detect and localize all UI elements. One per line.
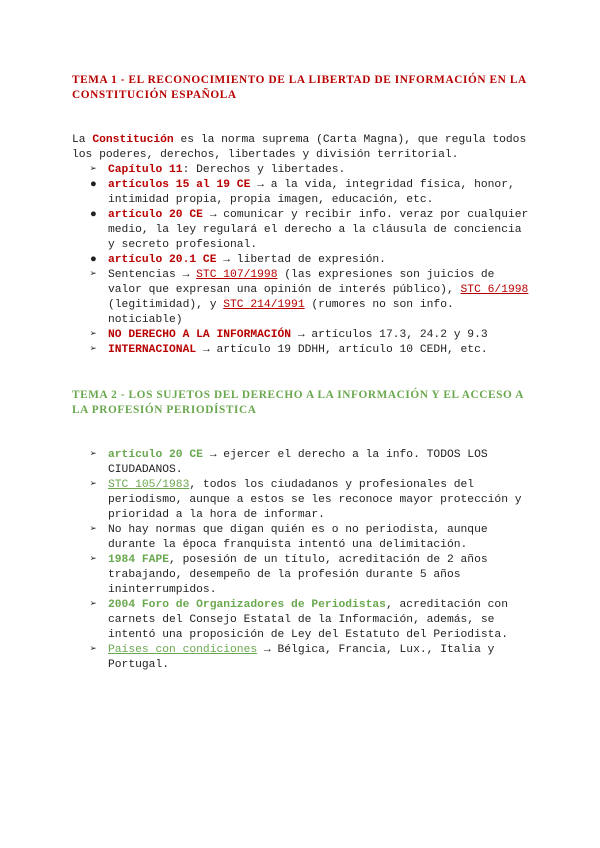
list-item: [72, 448, 534, 478]
list-item: [72, 343, 534, 358]
tema2-heading: TEMA 2 - LOS SUJETOS DEL DERECHO A LA INFORMACIÓN Y EL ACCESO A LA PROFESIÓN PERIODÍSTICA: [72, 389, 524, 416]
body-text: Sentencias →: [108, 269, 197, 281]
body-text: → ejercer el derecho a la info. TODOS LOS CIUDADANOS.: [108, 449, 488, 476]
body-text: es la norma suprema (Carta Magna), que regula todos los poderes, derechos, libertades y división territorial.: [72, 134, 527, 161]
arrow-bullet-icon: ➢: [90, 449, 97, 461]
emphasis-text: artículo 20.1 CE: [108, 254, 217, 266]
arrow-bullet-icon: ➢: [90, 524, 97, 536]
list-item: [72, 253, 534, 268]
list-item: [72, 178, 534, 208]
body-text: → Bélgica, Francia, Lux., Italia y Portugal.: [108, 644, 495, 671]
body-text: (las expresiones son juicios de valor que expresan una opinión de interés público),: [108, 269, 495, 296]
emphasis-text: 2004 Foro de Organizadores de Periodistas: [108, 599, 386, 611]
citation-link[interactable]: STC 214/1991: [223, 299, 305, 311]
citation-link[interactable]: STC 107/1998: [196, 269, 278, 281]
body-text: , posesión de un título, acreditación de 2 años trabajando, desempeño de la profesión durante 5 años ininterrumpidos.: [108, 554, 488, 596]
citation-link[interactable]: Países con condiciones: [108, 644, 258, 656]
arrow-bullet-icon: ➢: [90, 599, 97, 611]
body-text: , todos los ciudadanos y profesionales del periodismo, aunque a estos se les reconoce mayor protección y prioridad a la hora de informar.: [108, 479, 522, 521]
emphasis-text: NO DERECHO A LA INFORMACIÓN: [108, 329, 292, 341]
bullet-icon: ●: [90, 179, 97, 191]
bullet-icon: ●: [90, 254, 97, 266]
citation-link[interactable]: STC 105/1983: [108, 479, 190, 491]
emphasis-text: Constitución: [92, 134, 174, 146]
document-page: [72, 73, 534, 673]
arrow-bullet-icon: ➢: [90, 554, 97, 566]
tema1-heading: TEMA 1 - EL RECONOCIMIENTO DE LA LIBERTAD DE INFORMACIÓN EN LA CONSTITUCIÓN ESPAÑOLA: [72, 74, 527, 101]
list-item: [72, 268, 534, 328]
body-text: , acreditación con carnets del Consejo Estatal de la Información, además, se intentó una proposición de Ley del Estatuto del Periodista.: [108, 599, 508, 641]
body-text: → libertad de expresión.: [216, 254, 386, 266]
arrow-bullet-icon: ➢: [90, 479, 97, 491]
body-text: → artículos 17.3, 24.2 y 9.3: [291, 329, 488, 341]
emphasis-text: 1984 FAPE: [108, 554, 170, 566]
body-text: (legitimidad), y: [108, 299, 224, 311]
emphasis-text: artículo 20 CE: [108, 449, 203, 461]
arrow-bullet-icon: ➢: [90, 269, 97, 281]
arrow-bullet-icon: ➢: [90, 644, 97, 656]
body-text: → a la vida, integridad física, honor, intimidad propia, propia imagen, educación, etc.: [108, 179, 515, 206]
tema1-intro: [72, 133, 534, 163]
list-item: [72, 208, 534, 253]
list-item: [72, 643, 534, 673]
emphasis-text: INTERNACIONAL: [108, 344, 197, 356]
bullet-icon: ●: [90, 209, 97, 221]
emphasis-text: Capítulo 11: [108, 164, 183, 176]
arrow-bullet-icon: ➢: [90, 329, 97, 341]
arrow-bullet-icon: ➢: [90, 164, 97, 176]
tema1-list: [72, 163, 534, 358]
body-text: : Derechos y libertades.: [182, 164, 346, 176]
body-text: La: [72, 134, 93, 146]
list-item: [72, 328, 534, 343]
arrow-bullet-icon: ➢: [90, 344, 97, 356]
body-text: (rumores no son info. noticiable): [108, 299, 454, 326]
citation-link[interactable]: STC 6/1998: [460, 284, 529, 296]
emphasis-text: artículos 15 al 19 CE: [108, 179, 251, 191]
emphasis-text: artículo 20 CE: [108, 209, 203, 221]
tema2-list: [72, 448, 534, 673]
body-text: No hay normas que digan quién es o no periodista, aunque durante la época franquista intentó una delimitación.: [108, 524, 488, 551]
body-text: → artículo 19 DDHH, artículo 10 CEDH, etc.: [196, 344, 488, 356]
list-item: [72, 478, 534, 523]
list-item: [72, 163, 534, 178]
list-item: [72, 598, 534, 643]
body-text: → comunicar y recibir info. veraz por cualquier medio, la ley regulará el derecho a la cláusula de conciencia y secreto profesional.: [108, 209, 529, 251]
list-item: [72, 523, 534, 553]
list-item: [72, 553, 534, 598]
